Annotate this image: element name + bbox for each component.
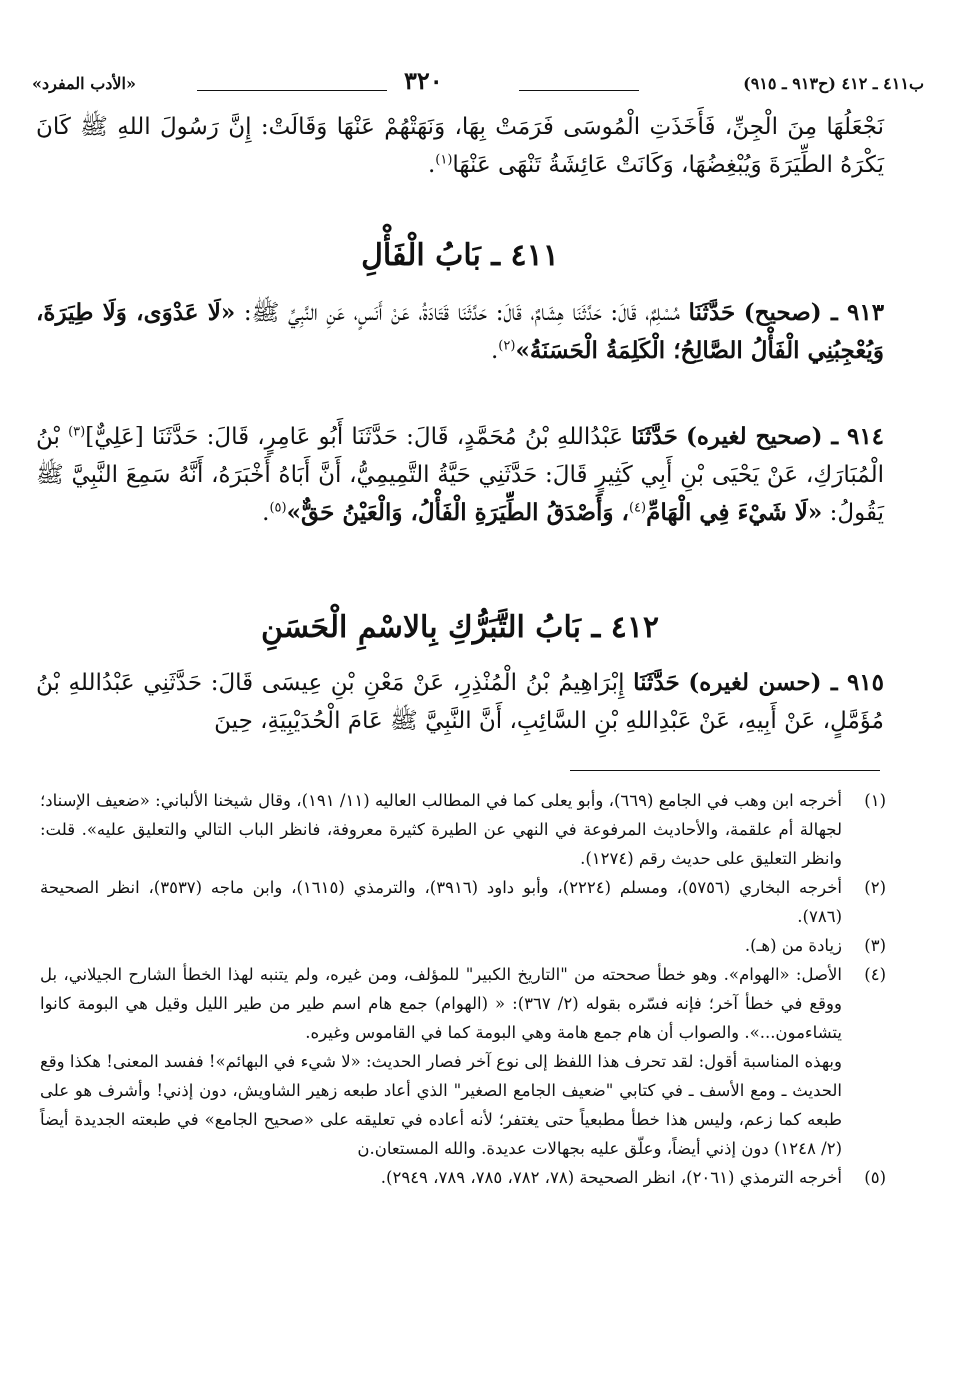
footnote-text: وبهذه المناسبة أقول: لقد تحرف هذا اللفظ إلى نوع آخر فصار الحديث: «لا شيء في البهائم»! ففسد المعنى! هكذا وقع الحديث ـ ومع الأسف ـ في كتابي "ضعيف الجامع الصغير" الذي أعاد طبعه زهير الشاويش، دون إذني! وأشرف هو على طبعه كما زعم، وليس هذا خطأ مطبعياً حتى يغتفر؛ لأنه أعاده في تعليقه على «صحيح الجامع» في طبعته الجديدة أيضاً (٢/ ١٢٤٨) دون إذني أيضاً، وعلّق عليه بجهالات عديدة. والله المستعان.ن <box>40 1052 842 1158</box>
header-rule <box>519 90 639 91</box>
matn: «لَا شَيْءَ فِي الْهَامِّ <box>646 499 823 526</box>
isnad: بْنُ الْمُبَارَكِ، عَنْ يَحْيَى بْنِ أَبِي كَثِيرٍ قَالَ: حَدَّثَنِي حَيَّةُ التَّمِيمِيُّ، أَنَّ أَبَاهُ أَخْبَرَهُ، أَنَّهُ سَمِعَ النَّبِيَّ ﷺ يَقُولُ: <box>36 424 884 526</box>
footnote-number: (١) <box>864 791 886 810</box>
footnote-text: أخرجه البخاري (٥٧٥٦)، ومسلم (٢٢٢٤)، وأبو داود (٣٩١٦)، والترمذي (١٦١٥)، وابن ماجه (٣٥٣٧)، انظر الصحيحة (٧٨٦). <box>40 878 842 926</box>
footnotes <box>40 786 886 1192</box>
page-number: ٣٢٠ <box>404 66 443 95</box>
footnote-text: أخرجه ابن وهب في الجامع (٦٦٩)، وأبو يعلى كما في المطالب العاليه (١١/ ١٩١)، وقال شيخنا الألباني: «ضعيف الإسناد؛ لجهالة أم علقمة، والأحاديث المرفوعة في النهي عن الطيرة كثيرة معروفة، فانظر الباب التالي والتعليق عليه». قلت: وانظر التعليق على حديث رقم (١٢٧٤). <box>40 791 842 868</box>
footnote-ref: (٢) <box>498 338 516 354</box>
footnote-ref: (٣) <box>68 424 86 440</box>
hadith-number: ٩١٣ ـ (صحيح) <box>743 299 885 326</box>
punctuation: . <box>262 500 270 526</box>
footnote-ref: (١) <box>435 152 453 168</box>
footnote-4 <box>40 960 886 1163</box>
chapter-range: ب٤١١ ـ ٤١٢ (ح٩١٣ ـ ٩١٥) <box>743 74 924 93</box>
footnote-number: (٢) <box>864 878 886 897</box>
chapter-heading-412 <box>36 604 884 652</box>
hadith-914 <box>36 418 884 532</box>
footnote-1 <box>40 786 886 873</box>
running-header <box>22 66 932 100</box>
hadith-913 <box>36 294 884 370</box>
book-title: «الأدب المفرد» <box>32 74 136 93</box>
footnote-number: (٤) <box>864 965 886 984</box>
haddathana: حَدَّثَنَا <box>631 423 678 450</box>
footnote-number: (٣) <box>864 936 886 955</box>
haddathana: حَدَّثَنَا <box>633 669 680 696</box>
isnad: إِبْرَاهِيمُ بْنُ الْمُنْذِرِ، عَنْ مَعْنِ بْنِ عِيسَى قَالَ: حَدَّثَنِي عَبْدُاللهِ بْنُ مُؤَمَّلٍ، عَنْ أَبِيهِ، عَنْ عَبْدِاللهِ بْنِ السَّائِبِ، أَنَّ النَّبِيَّ ﷺ عَامَ الْحُدَيْبِيَةِ، حِينَ <box>36 670 884 734</box>
intro-text: نَجْعَلُهَا مِنَ الْجِنِّ، فَأَخَذَتِ الْمُوسَى فَرَمَتْ بِهَا، وَنَهَتْهُمْ عَنْهَا وَقَالَتْ: إِنَّ رَسُولَ اللهِ ﷺ كَانَ يَكْرَهُ الطِّيَرَةَ وَيُبْغِضُهَا، وَكَانَتْ عَائِشَةُ تَنْهَى عَنْهَا <box>36 114 884 178</box>
matn: ، وَأَصْدَقُ الطِّيَرَةِ الْفَأْلُ، وَالْعَيْنُ حَقٌّ» <box>286 499 629 526</box>
footnote-3 <box>40 931 886 960</box>
footnote-text: الأصل: «الهوام». وهو خطأ صححته من "التاريخ الكبير" للمؤلف، ومن غيره، ولم يتنبه لهذا الخطأ الشارح الجيلاني، بل ووقع في خطأ آخر؛ فإنه فسّره بقوله (٢/ ٣٦٧): « (الهوام) جمع هام اسم طير من طير الليل وقيل هي البومة كانوا يتشاءمون...». والصواب أن هام جمع هامة وهي البومة كما في القاموس وغيره. <box>40 965 842 1042</box>
matn: «لَا عَدْوَى، وَلَا طِيَرَةَ، وَيُعْجِبُنِي الْفَأْلُ الصَّالِحُ؛ الْكَلِمَةُ الْحَسَنَةُ» <box>36 299 884 364</box>
footnote-2 <box>40 873 886 931</box>
footnote-text: زيادة من (هـ). <box>744 936 842 955</box>
chapter-title: ٤١١ ـ بَابُ الْفَأْلِ <box>361 238 559 273</box>
punctuation: . <box>427 152 436 178</box>
footnote-text: أخرجه الترمذي (٢٠٦١)، انظر الصحيحة (٧٨، ٧٨٢، ٧٨٥، ٧٨٩، ٢٩٤٩). <box>380 1168 842 1187</box>
chapter-heading-411 <box>36 232 884 280</box>
punctuation: . <box>490 338 499 364</box>
hadith-915 <box>36 664 884 740</box>
footnote-ref: (٤) <box>628 500 647 516</box>
footnote-separator <box>570 770 880 771</box>
isnad: عَبْدُاللهِ بْنُ مُحَمَّدٍ، قَالَ: حَدَّثَنَا أَبُو عَامِرٍ، قَالَ: حَدَّثَنَا [عَلِيٌّ] <box>85 424 624 450</box>
footnote-5 <box>40 1163 886 1192</box>
chapter-title: ٤١٢ ـ بَابُ التَّبَرُّكِ بِالاسْمِ الْحَسَنِ <box>260 610 660 645</box>
footnote-number: (٥) <box>864 1168 886 1187</box>
intro-paragraph <box>36 108 884 184</box>
hadith-number: ٩١٤ ـ (صحيح لغيره) <box>685 423 885 450</box>
footnote-ref: (٥) <box>269 500 287 516</box>
header-rule <box>197 90 387 91</box>
haddathana: حَدَّثَنَا <box>688 299 736 326</box>
isnad: مُسْلِمٌ، قَالَ: حَدَّثَنَا هِشَامٌ، قَالَ: حَدَّثَنَا قَتَادَةُ، عَنْ أَنَسٍ، عَنِ النَّبِيِّ ﷺ: <box>243 300 680 326</box>
hadith-number: ٩١٥ ـ (حسن لغيره) <box>688 669 884 696</box>
